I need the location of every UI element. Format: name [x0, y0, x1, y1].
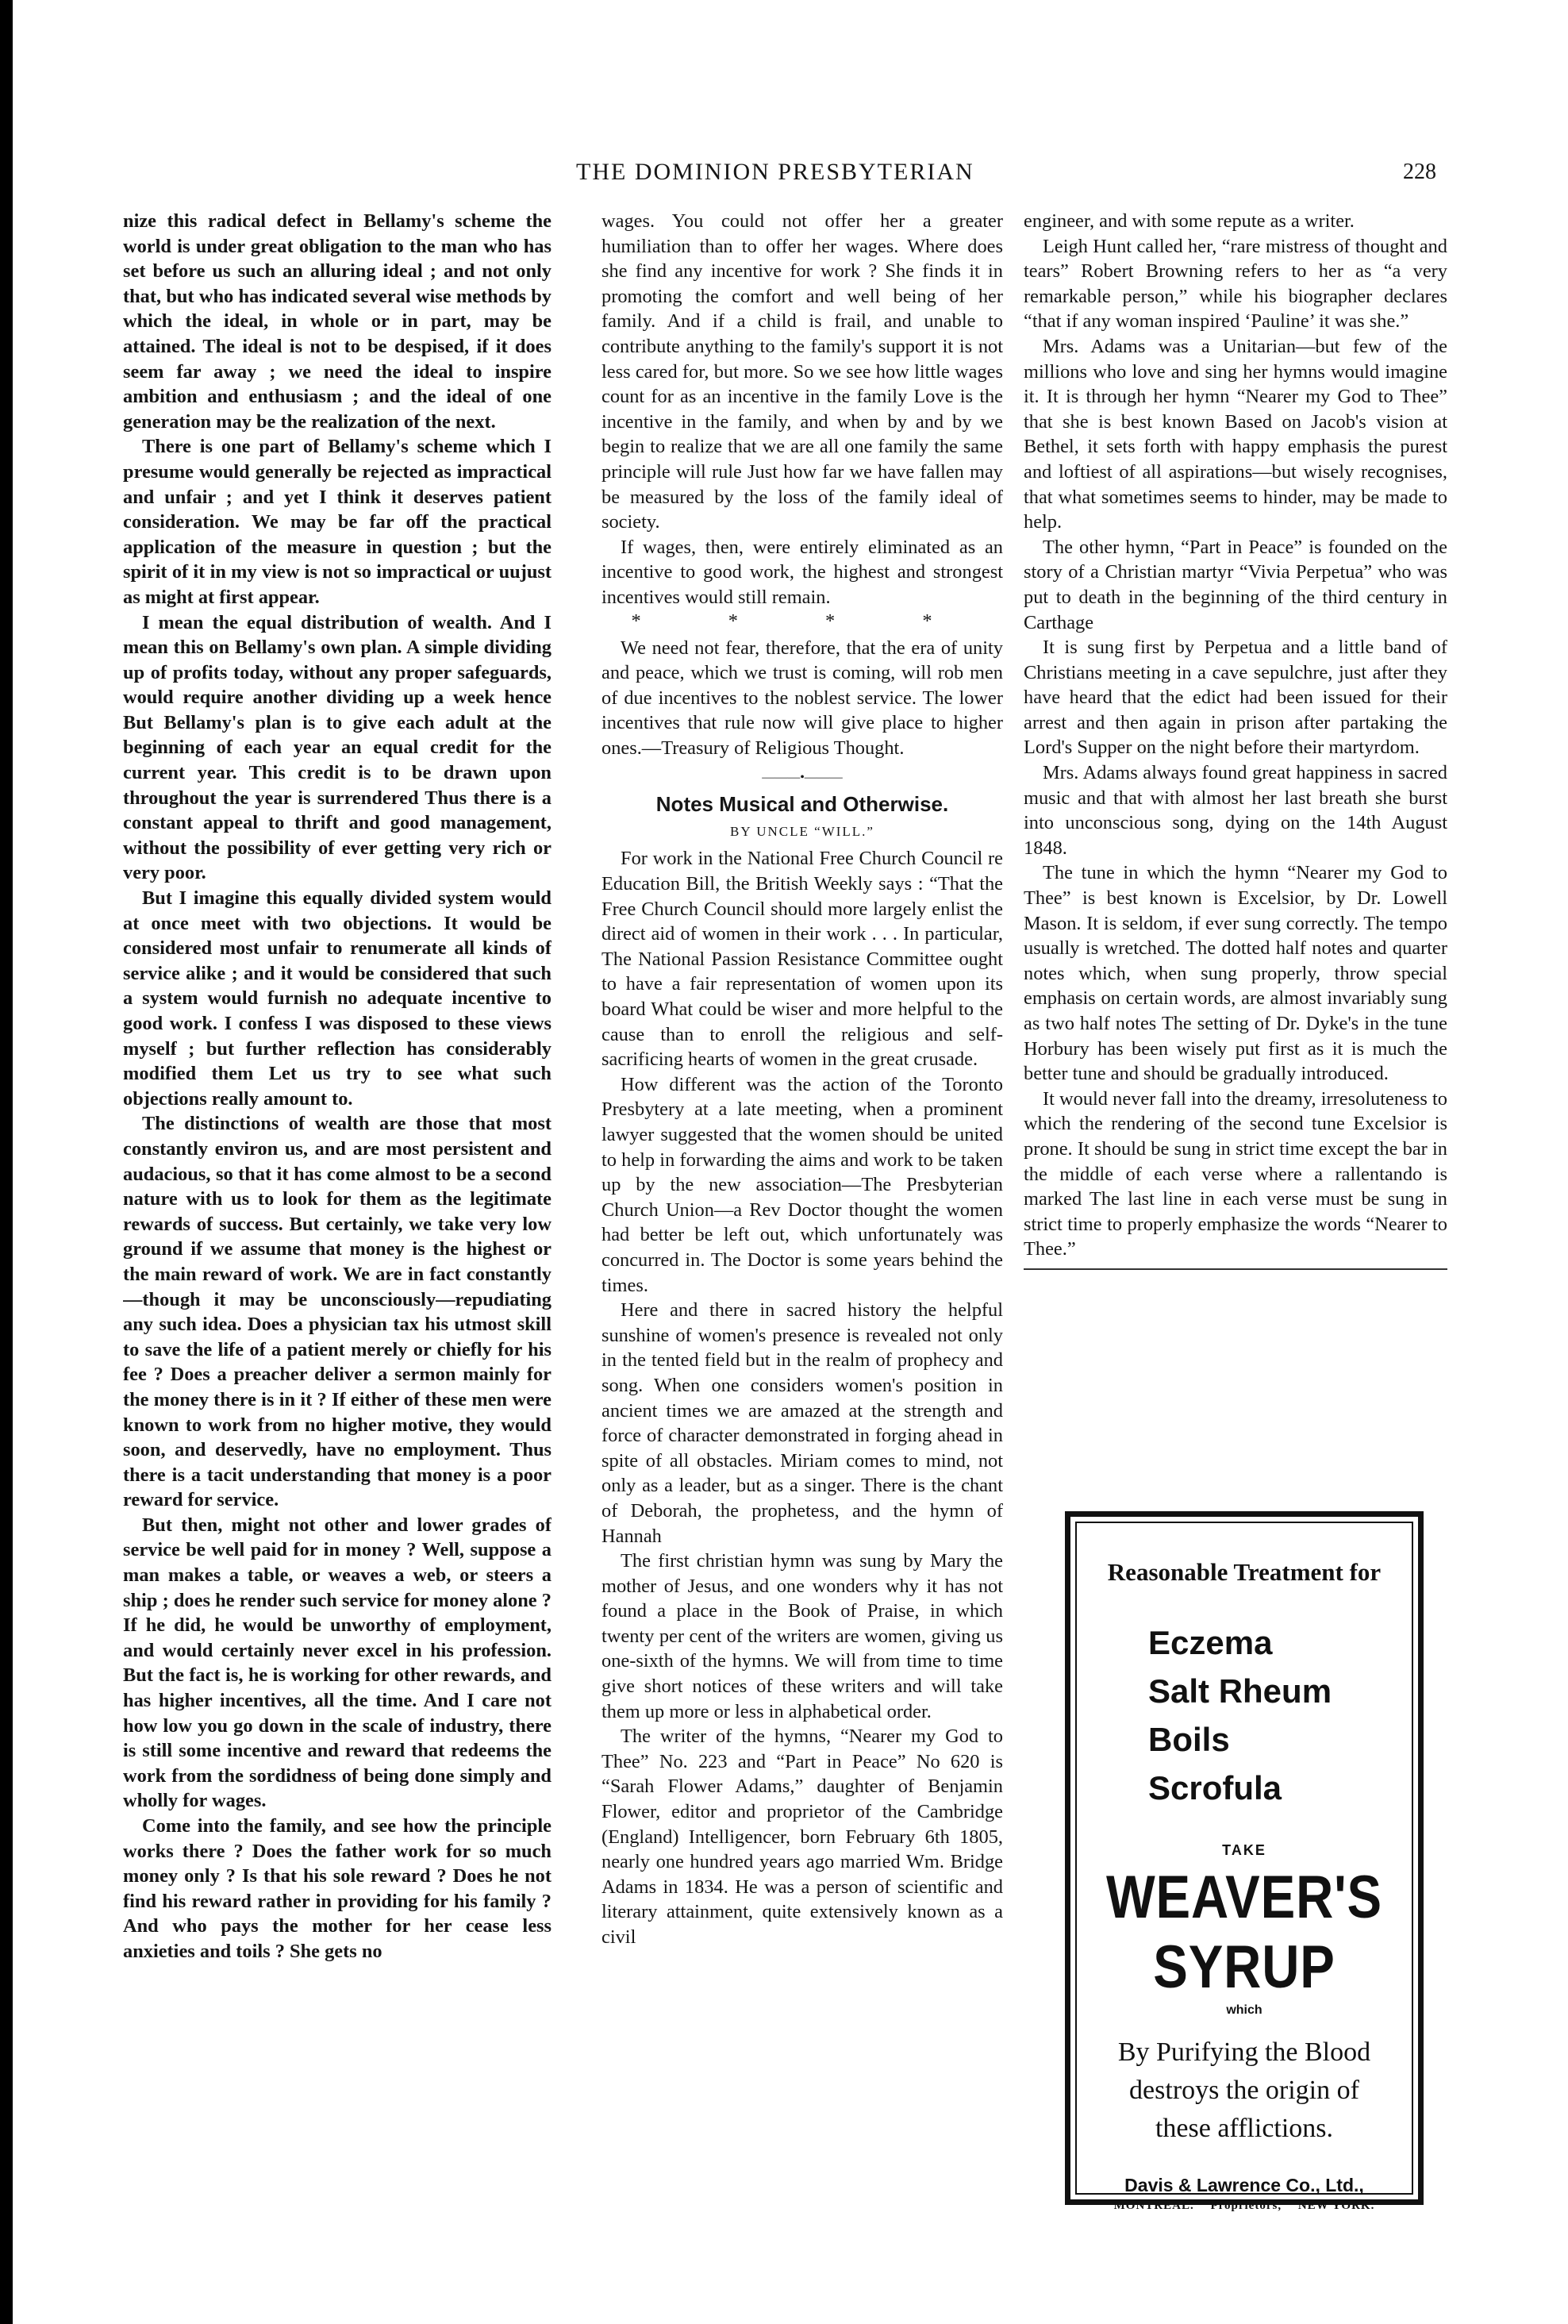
advertisement-box — [1065, 1511, 1424, 2212]
article-paragraph: I mean the equal distribution of wealth. And I mean this on Bellamy's own plan. A simple dividing up of profits today, without any proper safeguards, would require another dividing up a week hence But Bellamy's plan is to give each adult at the beginning of each year an equal credit for the current year. This credit is to be drawn upon throughout the year is surrendered Thus there is a constant appeal to thrift and good management, without the possibility of ever getting very rich or very poor. — [123, 611, 551, 884]
ad-ailment: Eczema — [1148, 1624, 1273, 1661]
ad-ailment: Boils — [1148, 1721, 1230, 1758]
ad-take-label: TAKE — [1222, 1842, 1266, 1858]
ad-location-left: MONTREAL. — [1113, 2199, 1194, 2212]
ad-headline: Reasonable Treatment for — [1107, 1558, 1382, 1586]
article-paragraph: Here and there in sacred history the helpful sunshine of women's presence is revealed not only in the tented field but in the realm of prophecy and song. When one considers women's position in ancient times we are amazed at the strength and force of character demonstrated in forging ahead in spite of all obstacles. Miriam comes to mind, not only as a leader, but as a singer. There is the chant of Deborah, the prophetess, and the hymn of Hannah — [601, 1299, 1003, 1547]
byline: BY UNCLE “WILL.” — [730, 824, 874, 840]
article-paragraph: There is one part of Bellamy's scheme which I presume would generally be rejected as impractical and unfair ; and yet I think it deserves patient consideration. We may be far off the practical application of the measure in question ; but the spirit of it in my view is not so impractical or uujust as might at first appear. — [123, 436, 551, 608]
article-paragraph: It is sung first by Perpetua and a little band of Christians meeting in a cave sepulchre, just after they have heard that the edict had been issued for their arrest and then again in prison after partaking the Lord's Supper on the night before their martyrdom. — [1024, 637, 1447, 759]
article-column-middle — [601, 209, 1003, 2249]
article-paragraph: Mrs. Adams was a Unitarian—but few of the millions who love and sing her hymns would imagine it. It is through her hymn “Nearer my God to Thee” that she is best known Based on Jacob's vision at Bethel, it sets forth with happy emphasis the purest and loftiest of all aspirations—but wisely recognises, that what sometimes seems to hinder, may be made to help. — [1024, 335, 1447, 533]
article-paragraph: The tune in which the hymn “Nearer my God to Thee” is best known is Excelsior, by Dr. Lowell Mason. It is seldom, if ever sung correctly. The tempo usually is wretched. The dotted half notes and quarter notes which, when sung properly, throw special emphasis on certain words, are almost invariably sung as two half notes The setting of Dr. Dyke's in the tune Horbury has been wisely put first as it is much the better tune and should be gradually introduced. — [1024, 862, 1447, 1085]
article-paragraph: engineer, and with some repute as a writer. — [1024, 210, 1355, 232]
article-paragraph: If wages, then, were entirely eliminated as an incentive to good work, the highest and strongest incentives would still remain. — [601, 536, 1003, 608]
ad-claim: By Purifying the Blood destroys the origin of these afflictions. — [1117, 2037, 1371, 2143]
ad-ailment: Scrofula — [1148, 1769, 1282, 1806]
article-paragraph: The distinctions of wealth are those that most constantly environ us, and are most persistent and audacious, so that it has come almost to be a second nature with us to look for them as the legitimate rewards of success. But certainly, we take very low ground if we assume that money is the highest or the main reward of work. We are in fact constantly—though it may be unconsciously—repudiating any such idea. Does a physician tax his utmost skill to save the life of a patient merely or chiefly for his fee ? Does a preacher deliver a sermon mainly for the money there is in it ? If either of these men were known to work from no higher motive, they would soon, and deservedly, have no employment. Thus there is a tacit understanding that money is a poor reward for service. — [123, 1113, 551, 1511]
article-paragraph: It would never fall into the dreamy, irresoluteness to which the rendering of the second tune Excelsior is prone. It should be sung in strict time except the bar in the middle of each verse where a rallentando is marked The last line in each verse must be sung in strict time to properly emphasize the words “Nearer to Thee.” — [1024, 1087, 1447, 1260]
article-paragraph: The writer of the hymns, “Nearer my God to Thee” No. 223 and “Part in Peace” No 620 is “Sarah Flower Adams,” daughter of Benjamin Flower, editor and proprietor of the Cambridge (England) Intelligencer, born February 6th 1805, nearly one hundred years ago married Wm. Bridge Adams in 1834. He was a person of scientific and literary attainment, quite extensively known as a civil — [601, 1726, 1003, 1948]
article-paragraph: The other hymn, “Part in Peace” is founded on the story of a Christian martyr “Vivia Perpetua” who was put to death in the beginning of the third century in Carthage — [1024, 536, 1447, 633]
ad-role: Proprietors, — [1210, 2199, 1282, 2212]
ad-company: Davis & Lawrence Co., Ltd., — [1124, 2175, 1364, 2195]
ad-product-name-line1: WEAVER'S — [1105, 1864, 1383, 1931]
advertisement-inner-border — [1075, 1522, 1413, 2212]
ad-ailment: Salt Rheum — [1148, 1672, 1332, 1710]
ad-product-name-line2: SYRUP — [1153, 1933, 1335, 2001]
article-paragraph: wages. You could not offer her a greater humiliation than to offer her wages. Where does she find any incentive for work ? She finds it in promoting the comfort and well being of her family. And if a child is frail, and unable to contribute anything to the family's support it is not less cared for, but more. So we see how little wages count for as an incentive in the family Love is the incentive in the family, and when by and by we begin to realize that we are all one family the same principle will rule Just how far we have fallen may be measured by the loss of the family ideal of society. — [601, 210, 1003, 533]
article-paragraph: How different was the action of the Toronto Presbytery at a late meeting, when a prominent lawyer suggested that the women should be united to help in forwarding the aims and work to be taken up by the new association—The Presbyterian Church Union—a Rev Doctor thought the women had better be left out, which unfortunately was concurred in. The Doctor is some years behind the times. — [601, 1073, 1003, 1296]
running-title: THE DOMINION PRESBYTERIAN — [576, 159, 974, 185]
article-paragraph: Mrs. Adams always found great happiness in sacred music and that with almost her last breath she burst into unconscious song, dying on the 14th August 1848. — [1024, 762, 1447, 859]
article-column-right — [1024, 209, 1447, 1503]
ad-ailment-list — [1148, 1618, 1412, 1812]
article-paragraph: We need not fear, therefore, that the era of unity and peace, which we trust is coming, will rob men of due incentives to the noblest service. The lower incentives that rule now will give place to higher ones.—Treasury of Religious Thought. — [601, 637, 1003, 759]
ad-which-label: which — [1226, 2003, 1262, 2017]
article-paragraph: Come into the family, and see how the principle works there ? Does the father work for so much money only ? Is that his sole reward ? Does he not find his reward rather in providing for his family ? And who pays the mother for her cease less anxieties and toils ? She gets no — [123, 1815, 551, 1962]
article-paragraph: Leigh Hunt called her, “rare mistress of thought and tears” Robert Browning refers to her as “a very remarkable person,” while his biographer declares “that if any woman inspired ‘Pauline’ it was she.” — [1024, 235, 1447, 333]
article-paragraph: But then, might not other and lower grades of service be well paid for in money ? Well, suppose a man makes a table, or weaves a web, or steers a ship ; does he render such service for money alone ? If he did, he would be unworthy of employment, and would certainly never excel in his profession. But the fact is, he is working for other rewards, and has higher incentives, all the time. And I care not how low you go down in the scale of industry, there is still some incentive and reward that redeems the work from the sordidness of being done simply and wholly for wages. — [123, 1514, 551, 1812]
article-paragraph: But I imagine this equally divided system would at once meet with two objections. It would be considered most unfair to renumerate all kinds of service alike ; and it would be considered that such a system would furnish no adequate incentive to good work. I confess I was disposed to these views myself ; but further reflection has considerably modified them Let us try to see what such objections really amount to. — [123, 887, 551, 1110]
section-break-stars: * * * * — [631, 610, 974, 632]
article-paragraph: The first christian hymn was sung by Mary the mother of Jesus, and one wonders why it has not found a place in the Book of Praise, in which twenty per cent of the writers are women, giving us one-sixth of the hymns. We will from time to time give short notices of these writers and will take them up more or less in alphabetical order. — [601, 1550, 1003, 1722]
article-paragraph: For work in the National Free Church Council re Education Bill, the British Weekly says : “That the Free Church Council should more largely enlist the direct aid of women in their work . . . In particular, The National Passion Resistance Committee ought to have a fair representation of women upon its board What could be wiser and more helpful to the cause than to enroll the religious and self-sacrificing hearts of women in the great crusade. — [601, 848, 1003, 1071]
article-column-left — [123, 209, 551, 2249]
article-paragraph: nize this radical defect in Bellamy's scheme the world is under great obligation to the man who has set before us such an alluring ideal ; and not only that, but who has indicated several wise methods by which the ideal, in whole or in part, may be attained. The ideal is not to be despised, if it does seem far away ; we need the ideal to inspire ambition and enthusiasm ; and the ideal of one generation may be the realization of the next. — [123, 210, 551, 433]
ad-locations — [1077, 2199, 1412, 2213]
page-number: 228 — [1403, 160, 1436, 184]
section-heading: Notes Musical and Otherwise. — [655, 792, 949, 817]
column-rule — [1024, 1268, 1447, 1270]
ornamental-divider: ———•——— — [762, 771, 843, 785]
ad-location-right: NEW YORK. — [1297, 2199, 1375, 2212]
